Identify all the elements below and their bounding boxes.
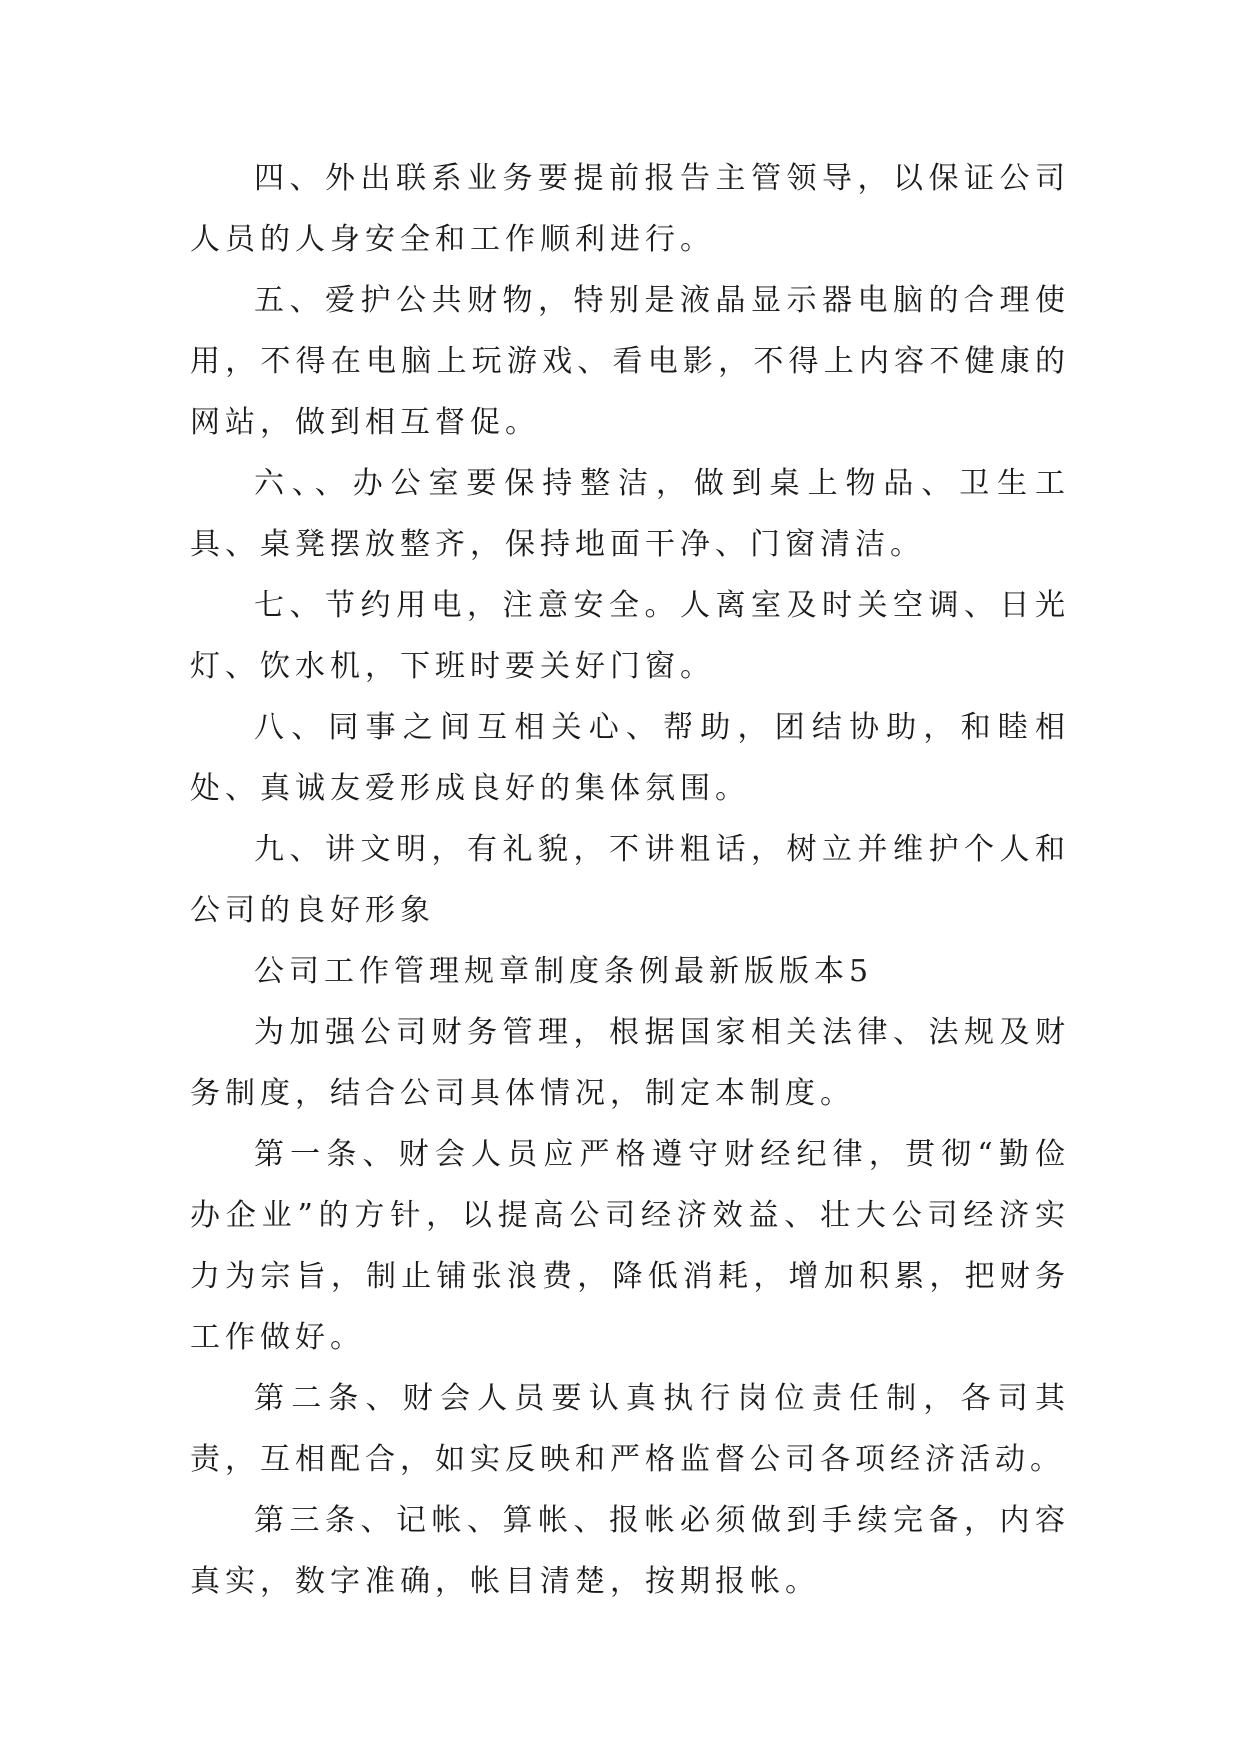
paragraph-item-4: 四、外出联系业务要提前报告主管领导，以保证公司人员的人身安全和工作顺利进行。 bbox=[190, 161, 1070, 257]
article-1-paragraph: 第一条、财会人员应严格遵守财经纪律，贯彻“勤俭办企业”的方针，以提高公司经济效益、壮大公司经济实力为宗旨，制止铺张浪费，降低消耗，增加积累，把财务工作做好。 bbox=[190, 1137, 1070, 1355]
section-title: 公司工作管理规章制度条例最新版版本5 bbox=[254, 954, 874, 989]
article-3-paragraph: 第三条、记帐、算帐、报帐必须做到手续完备，内容真实，数字准确，帐目清楚，按期报帐。 bbox=[190, 1503, 1070, 1599]
paragraph-item-7: 七、节约用电，注意安全。人离室及时关空调、日光灯、饮水机，下班时要关好门窗。 bbox=[190, 588, 1070, 684]
paragraph-item-6: 六、、办公室要保持整洁，做到桌上物品、卫生工具、桌凳摆放整齐，保持地面干净、门窗清洁。 bbox=[190, 466, 1070, 562]
article-2-paragraph: 第二条、财会人员要认真执行岗位责任制，各司其责，互相配合，如实反映和严格监督公司各项经济活动。 bbox=[190, 1381, 1070, 1477]
intro-paragraph: 为加强公司财务管理，根据国家相关法律、法规及财务制度，结合公司具体情况，制定本制度。 bbox=[190, 1015, 1070, 1111]
paragraph-item-9: 九、讲文明，有礼貌，不讲粗话，树立并维护个人和公司的良好形象 bbox=[190, 832, 1070, 928]
paragraph-item-8: 八、同事之间互相关心、帮助，团结协助，和睦相处、真诚友爱形成良好的集体氛围。 bbox=[190, 710, 1070, 806]
paragraph-item-5: 五、爱护公共财物，特别是液晶显示器电脑的合理使用，不得在电脑上玩游戏、看电影，不得上内容不健康的网站，做到相互督促。 bbox=[190, 283, 1070, 440]
